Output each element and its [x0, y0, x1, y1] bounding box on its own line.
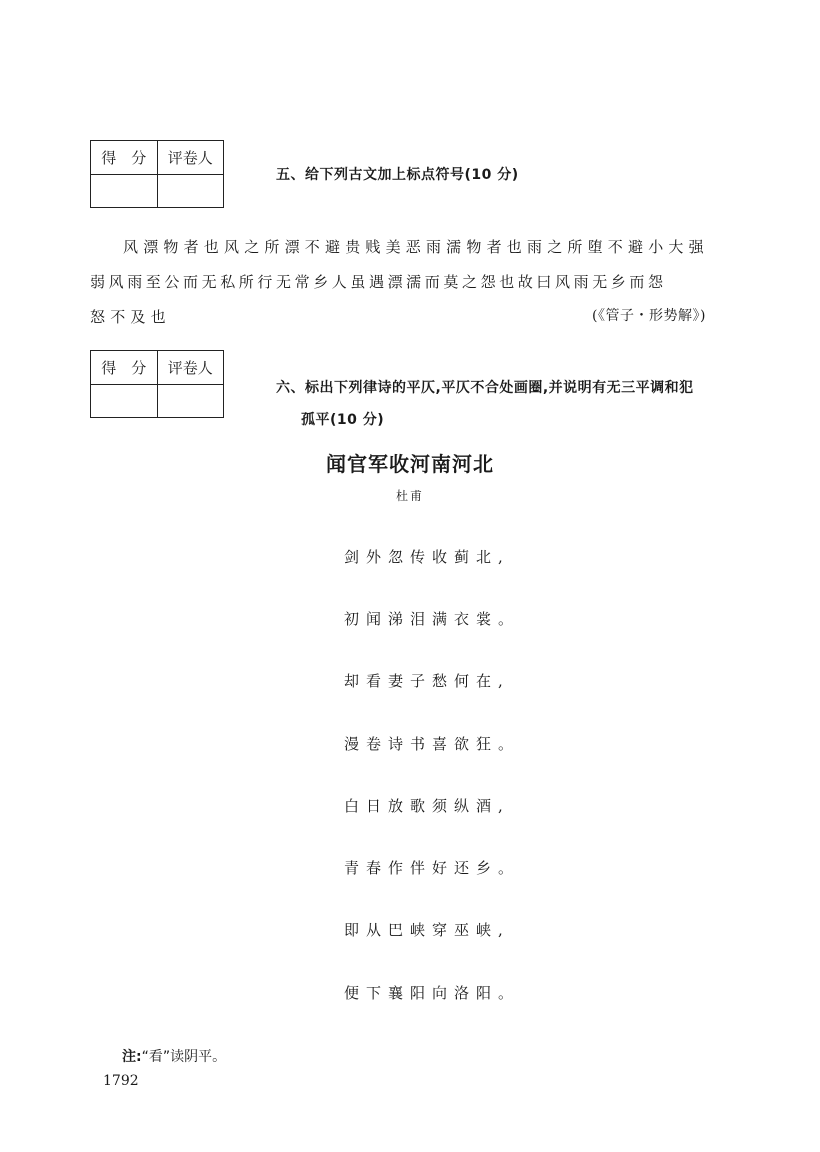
score-table-header-row	[91, 351, 223, 385]
score-table-blank-row	[91, 175, 223, 208]
passage-line-1: 风漂物者也风之所漂不避贵贱美恶雨濡物者也雨之所堕不避小大强	[123, 238, 709, 256]
grader-label: 评卷人	[167, 149, 213, 167]
passage-line-3: 怒不及也	[90, 308, 171, 326]
poem-line: 剑外忽传收蓟北,	[344, 548, 510, 566]
score-table-blank-row	[91, 385, 223, 418]
poem-line: 初闻涕泪满衣裳。	[344, 610, 521, 628]
passage-line-2: 弱风雨至公而无私所行无常乡人虽遇漂濡而莫之怨也故曰风雨无乡而怨	[90, 273, 667, 291]
score-table-section5	[90, 140, 224, 208]
section6-title-line1: 六、标出下列律诗的平仄,平仄不合处画圈,并说明有无三平调和犯	[276, 380, 694, 396]
section5-source: (《管子・形势解》)	[592, 308, 706, 324]
poem-line: 白日放歌须纵酒,	[344, 797, 510, 815]
note-label: 注:	[122, 1049, 142, 1065]
note-text: “看”读阴平。	[141, 1049, 227, 1065]
score-table-section6	[90, 350, 224, 418]
section5-title: 五、给下列古文加上标点符号(10 分)	[276, 167, 519, 183]
score-blank-cell	[91, 175, 158, 208]
grader-blank-cell	[158, 385, 224, 418]
score-label: 得 分	[91, 351, 158, 384]
poem-line: 即从巴峡穿巫峡,	[344, 921, 510, 939]
grader-blank-cell	[158, 175, 224, 208]
score-table-header-row	[91, 141, 223, 175]
poem-line: 便下襄阳向洛阳。	[344, 984, 521, 1002]
section6-title-line2: 孤平(10 分)	[301, 412, 385, 428]
page-number: 1792	[103, 1073, 139, 1089]
grader-label: 评卷人	[167, 359, 213, 377]
poem-title: 闻官军收河南河北	[326, 452, 494, 476]
note	[122, 1046, 226, 1066]
score-blank-cell	[91, 385, 158, 418]
poem-line: 漫卷诗书喜欲狂。	[344, 735, 521, 753]
poem-line: 却看妻子愁何在,	[344, 672, 510, 690]
score-label: 得 分	[91, 141, 158, 174]
poem-author: 杜甫	[395, 489, 424, 503]
poem-line: 青春作伴好还乡。	[344, 859, 521, 877]
